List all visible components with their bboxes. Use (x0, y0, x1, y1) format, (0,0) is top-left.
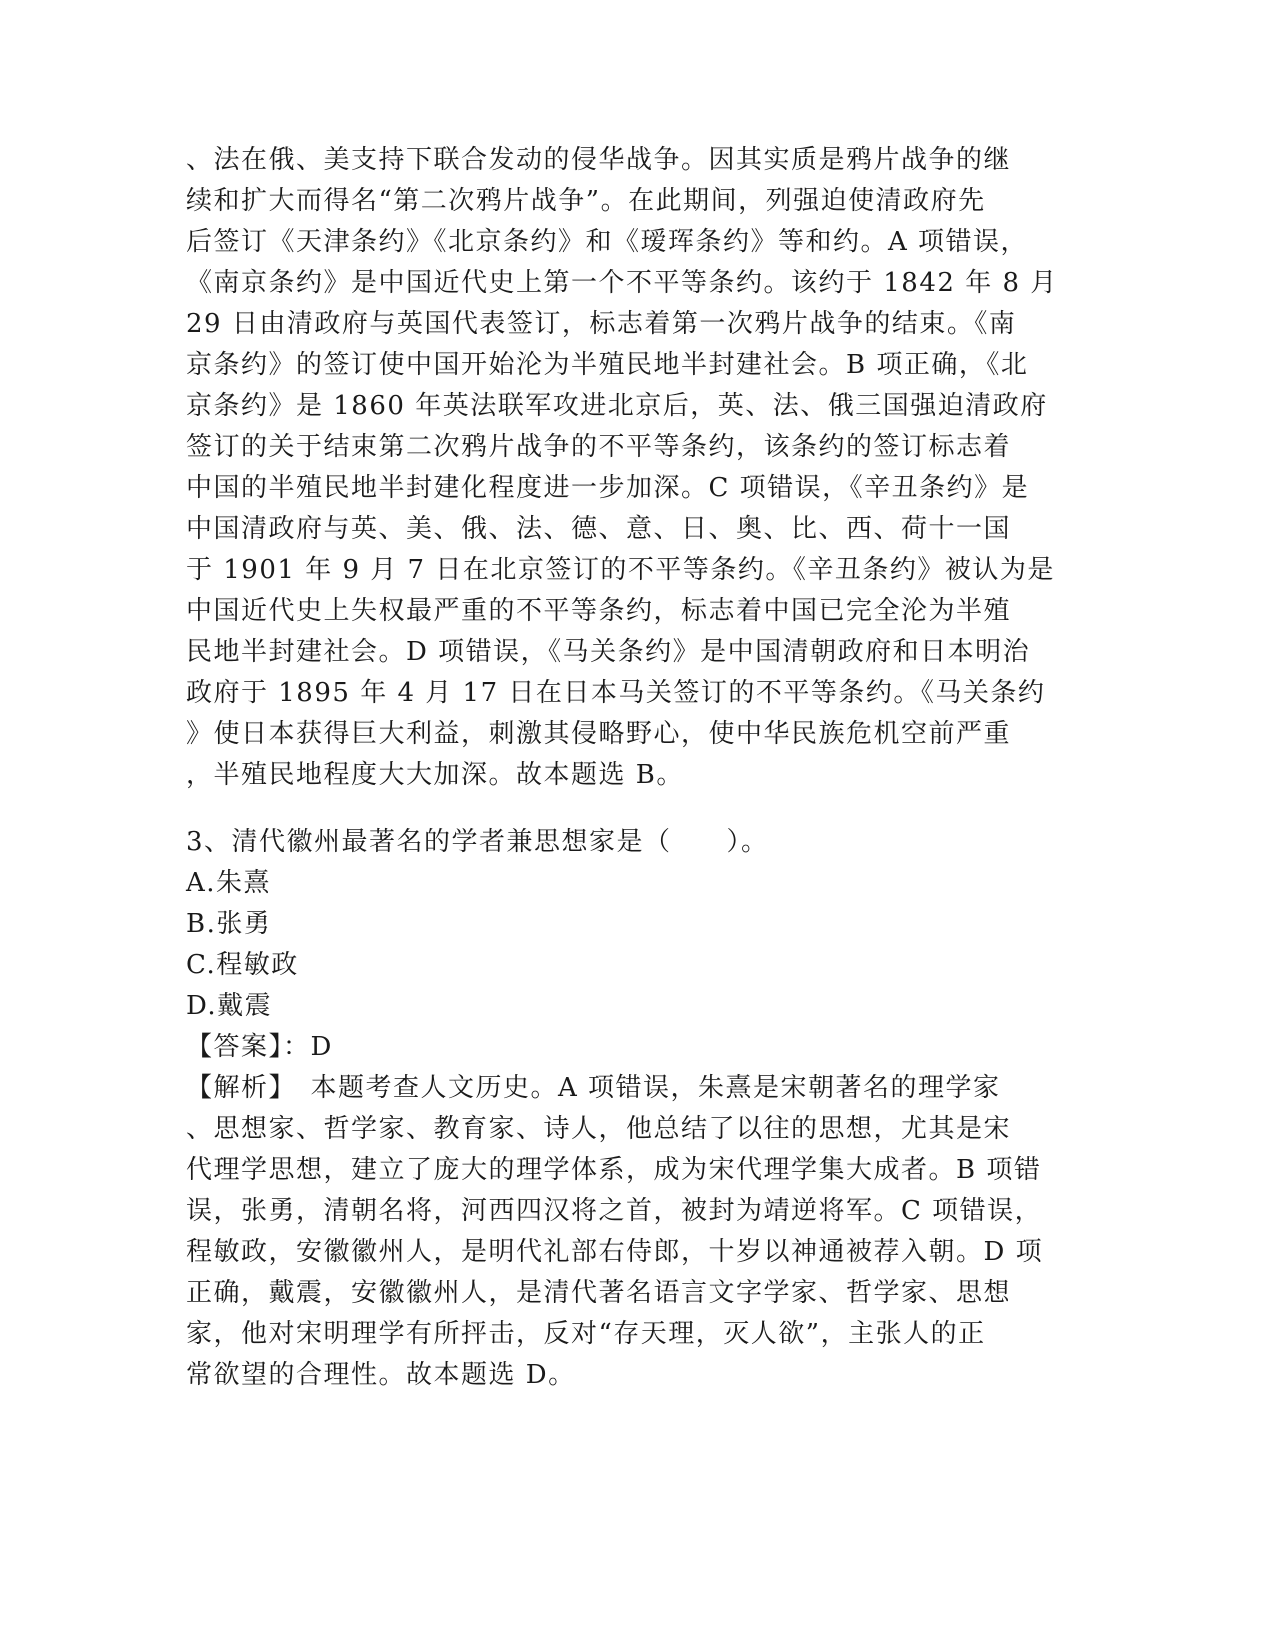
analysis-line: 常欲望的合理性。故本题选 D。 (186, 1360, 576, 1390)
analysis-line: 误，张勇，清朝名将，河西四汉将之首，被封为靖逆将军。C 项错误， (186, 1196, 1043, 1226)
analysis-line: 【解析】 本题考查人文历史。A 项错误，朱熹是宋朝著名的理学家 (186, 1073, 1001, 1103)
option-c: C.程敏政 (186, 950, 299, 980)
question-stem: 3、清代徽州最著名的学者兼思想家是（ ）。 (186, 827, 769, 857)
explanation-line: 中国的半殖民地半封建化程度进一步加深。C 项错误，《辛丑条约》是 (186, 473, 1030, 503)
analysis-line: 、思想家、哲学家、教育家、诗人，他总结了以往的思想，尤其是宋 (186, 1114, 1012, 1144)
explanation-line: 签订的关于结束第二次鸦片战争的不平等条约，该条约的签订标志着 (186, 432, 1012, 462)
answer-line: 【答案】：D (186, 1032, 333, 1062)
explanation-line: 京条约》是 1860 年英法联军攻进北京后，英、法、俄三国强迫清政府 (186, 391, 1048, 421)
explanation-line: 政府于 1895 年 4 月 17 日在日本马关签订的不平等条约。《马关条约 (186, 678, 1046, 708)
option-a: A.朱熹 (186, 868, 272, 898)
option-b: B.张勇 (186, 909, 272, 939)
explanation-line: 29 日由清政府与英国代表签订，标志着第一次鸦片战争的结束。《南 (186, 309, 1017, 339)
explanation-line: 后签订《天津条约》《北京条约》和《瑷珲条约》等和约。A 项错误， (186, 227, 1029, 257)
explanation-line: 、法在俄、美支持下联合发动的侵华战争。因其实质是鸦片战争的继 (186, 145, 1012, 175)
analysis-line: 正确，戴震，安徽徽州人，是清代著名语言文字学家、哲学家、思想 (186, 1278, 1012, 1308)
analysis-line: 家，他对宋明理学有所抨击，反对“存天理，灭人欲”，主张人的正 (186, 1319, 986, 1349)
explanation-line: 续和扩大而得名“第二次鸦片战争”。在此期间，列强迫使清政府先 (186, 186, 986, 216)
explanation-line: 》使日本获得巨大利益，刺激其侵略野心，使中华民族危机空前严重 (186, 719, 1012, 749)
explanation-line: 《南京条约》是中国近代史上第一个不平等条约。该约于 1842 年 8 月 (186, 268, 1058, 298)
explanation-line: 京条约》的签订使中国开始沦为半殖民地半封建社会。B 项正确，《北 (186, 350, 1029, 380)
explanation-line: 中国清政府与英、美、俄、法、德、意、日、奥、比、西、荷十一国 (186, 514, 1012, 544)
explanation-line: 中国近代史上失权最严重的不平等条约，标志着中国已完全沦为半殖 (186, 596, 1012, 626)
analysis-line: 程敏政，安徽徽州人，是明代礼部右侍郎，十岁以神通被荐入朝。D 项 (186, 1237, 1044, 1267)
option-d: D.戴震 (186, 991, 273, 1021)
explanation-line: 民地半封建社会。D 项错误，《马关条约》是中国清朝政府和日本明治 (186, 637, 1031, 667)
explanation-line: 于 1901 年 9 月 7 日在北京签订的不平等条约。《辛丑条约》被认为是 (186, 555, 1055, 585)
explanation-line: ，半殖民地程度大大加深。故本题选 B。 (186, 760, 684, 790)
analysis-line: 代理学思想，建立了庞大的理学体系，成为宋代理学集大成者。B 项错 (186, 1155, 1042, 1185)
